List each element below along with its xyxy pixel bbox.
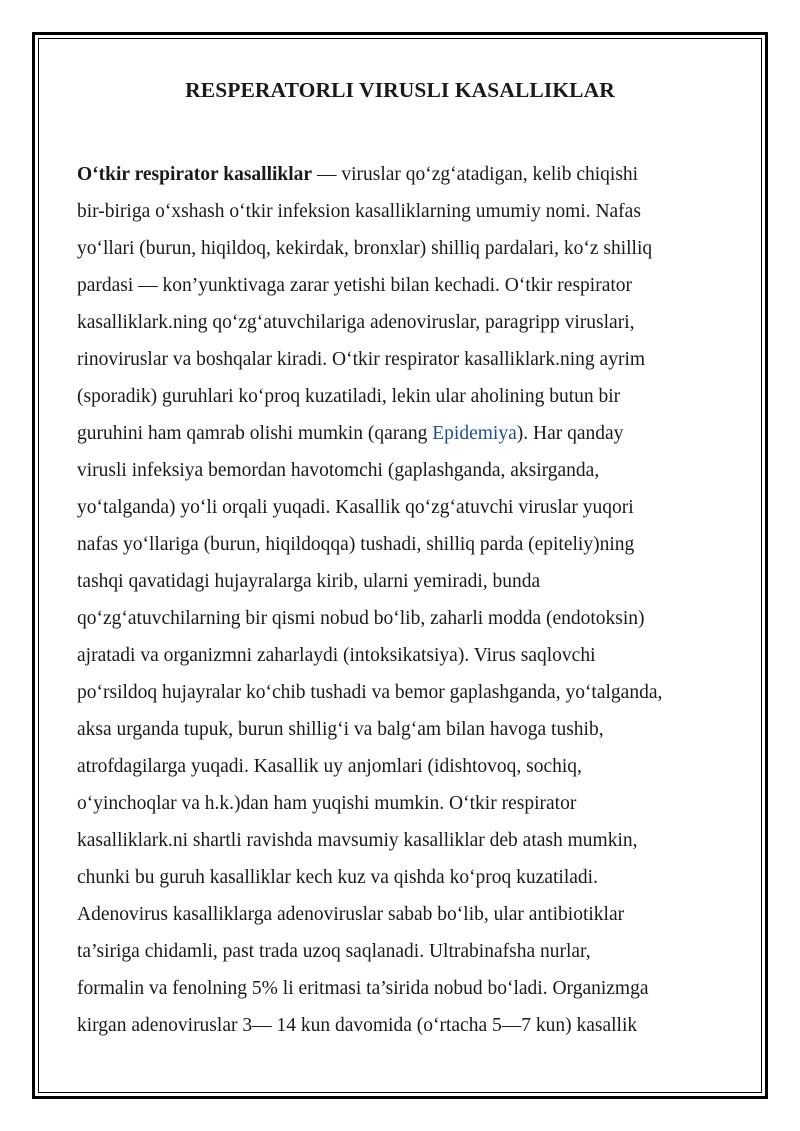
paragraph-line: qo‘zg‘atuvchilarning bir qismi nobud bo‘lib, zaharli modda (endotoksin) [77, 608, 645, 629]
paragraph-line: kasalliklark.ni shartli ravishda mavsumiy kasalliklar deb atash mumkin, [77, 830, 638, 851]
paragraph-line: yo‘llari (burun, hiqildoq, kekirdak, bronxlar) shilliq pardalari, ko‘z shilliq [77, 238, 653, 259]
paragraph-line: virusli infeksiya bemordan havotomchi (gaplashganda, aksirganda, [77, 460, 600, 481]
paragraph-line: kasalliklark.ning qo‘zg‘atuvchilariga adenoviruslar, paragripp viruslari, [77, 312, 635, 333]
paragraph-line: kirgan adenoviruslar 3— 14 kun davomida (o‘rtacha 5—7 kun) kasallik [77, 1015, 638, 1036]
paragraph-line: aksa urganda tupuk, burun shillig‘i va balg‘am bilan havoga tushib, [77, 719, 604, 740]
document-body [77, 156, 737, 1081]
paragraph-line: o‘yinchoqlar va h.k.)dan ham yuqishi mumkin. O‘tkir respirator [77, 793, 577, 814]
paragraph-line: formalin va fenolning 5% li eritmasi ta’sirida nobud bo‘ladi. Organizmga [77, 978, 649, 999]
paragraph-line: bir-biriga o‘xshash o‘tkir infeksion kasalliklarning umumiy nomi. Nafas [77, 201, 641, 222]
paragraph-line: yo‘talganda) yo‘li orqali yuqadi. Kasallik qo‘zg‘atuvchi viruslar yuqori [77, 497, 634, 518]
paragraph-line [77, 156, 737, 193]
paragraph-line [77, 415, 737, 452]
term-heading: O‘tkir respirator kasalliklar [77, 164, 313, 185]
paragraph-line: Adenovirus kasalliklarga adenoviruslar sabab bo‘lib, ular antibiotiklar [77, 904, 625, 925]
line-text: guruhini ham qamrab olishi mumkin (qarang [77, 423, 433, 444]
paragraph-line: rinoviruslar va boshqalar kiradi. O‘tkir respirator kasalliklark.ning ayrim [77, 349, 646, 370]
paragraph-line: pardasi — kon’yunktivaga zarar yetishi bilan kechadi. O‘tkir respirator [77, 275, 633, 296]
document-title: RESPERATORLI VIRUSLI KASALLIKLAR [185, 78, 615, 102]
epidemiya-link[interactable]: Epidemiya [432, 423, 517, 444]
paragraph-line: po‘rsildoq hujayralar ko‘chib tushadi va bemor gaplashganda, yo‘talganda, [77, 682, 663, 703]
paragraph-line [77, 1044, 737, 1081]
paragraph-line: nafas yo‘llariga (burun, hiqildoqqa) tushadi, shilliq parda (epiteliy)ning [77, 534, 635, 555]
paragraph-line: ta’siriga chidamli, past trada uzoq saqlanadi. Ultrabinafsha nurlar, [77, 941, 591, 962]
paragraph-line: chunki bu guruh kasalliklar kech kuz va qishda ko‘proq kuzatiladi. [77, 867, 598, 888]
paragraph-line: atrofdagilarga yuqadi. Kasallik uy anjomlari (idishtovoq, sochiq, [77, 756, 582, 777]
paragraph-line: (sporadik) guruhlari ko‘proq kuzatiladi, lekin ular aholining butun bir [77, 386, 621, 407]
line-text: ). Har qanday [516, 423, 624, 444]
paragraph-line: tashqi qavatidagi hujayralarga kirib, ularni yemiradi, bunda [77, 571, 541, 592]
line-text: — viruslar qo‘zg‘atadigan, kelib chiqishi [312, 164, 639, 185]
paragraph-line: ajratadi va organizmni zaharlaydi (intoksikatsiya). Virus saqlovchi [77, 645, 596, 666]
